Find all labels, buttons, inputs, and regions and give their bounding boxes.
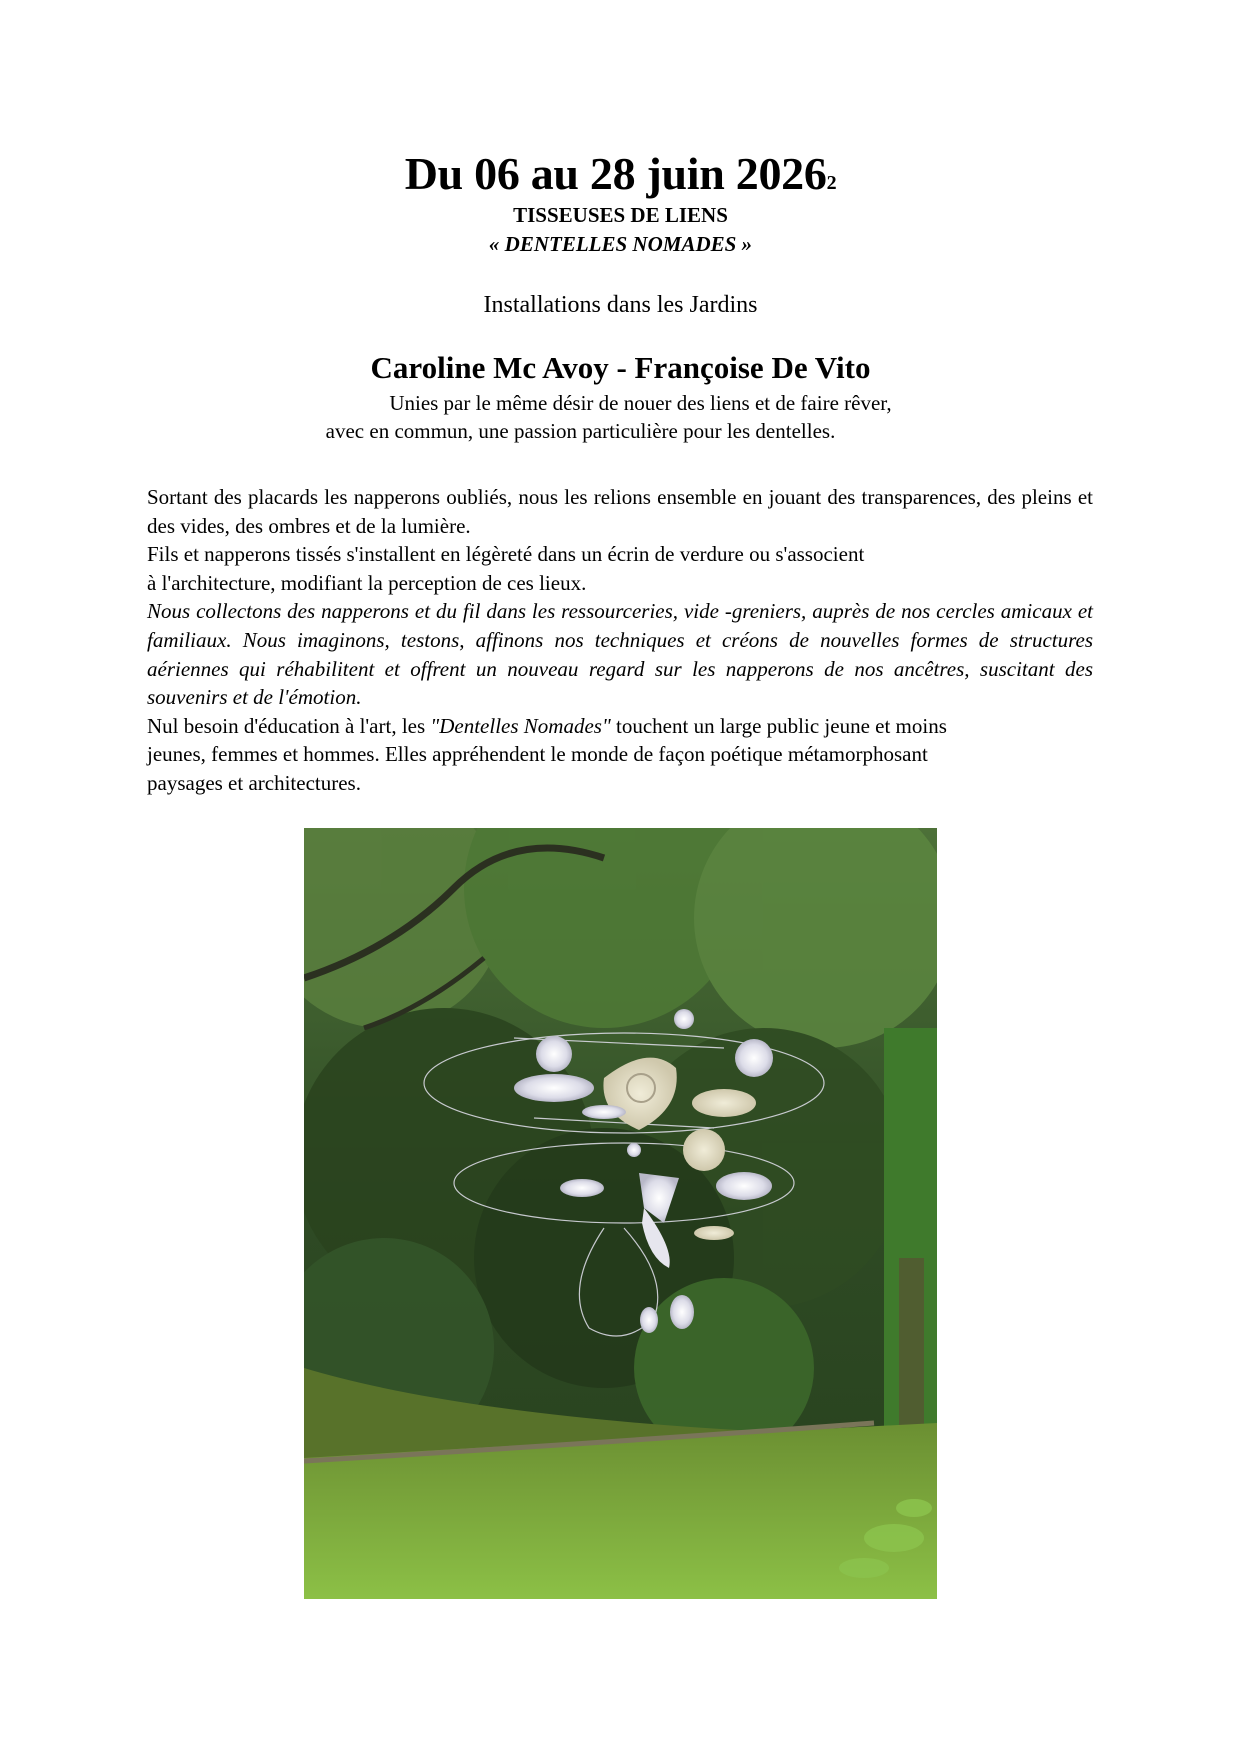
tagline-line-2: avec en commun, une passion particulière pour les dentelles.	[325, 419, 836, 443]
paragraph-3: Nous collectons des napperons et du fil dans les ressourceries, vide -greniers, auprès de nos cercles amicaux et familiaux. Nous imaginons, testons, affinons nos techniques et créons de nouvelles formes de structures aériennes qui réhabilitent et offrent un nouveau regard sur les napperons de nos ancêtres, suscitant des souvenirs et de l'émotion.	[147, 599, 1093, 710]
installations-heading: Installations dans les Jardins	[483, 292, 758, 318]
artists-heading: Caroline Mc Avoy - Françoise De Vito	[370, 350, 871, 385]
dentelles-nomades-italic: "Dentelles Nomades"	[430, 713, 611, 738]
paragraph-4-line-3: paysages et architectures.	[147, 770, 361, 795]
paragraph-1: Sortant des placards les napperons oubliés, nous les relions ensemble en jouant des transparences, des pleins et des vides, des ombres et de la lumière.	[147, 485, 1093, 538]
title-suffix: 2	[826, 172, 837, 194]
body-text	[147, 483, 1093, 798]
installation-photo	[304, 828, 937, 1599]
lace-installation-image	[304, 828, 937, 1599]
exhibition-name: « DENTELLES NOMADES »	[488, 232, 753, 256]
paragraph-4-line-2: jeunes, femmes et hommes. Elles appréhendent le monde de façon poétique métamorphosant	[147, 742, 928, 767]
paragraph-2-line-1: Fils et napperons tissés s'installent en légèreté dans un écrin de verdure ou s'associent	[147, 542, 865, 567]
paragraph-4-line-1: Nul besoin d'éducation à l'art, les "Dentelles Nomades" touchent un large public jeune et moins	[147, 713, 947, 738]
tagline-line-1: Unies par le même désir de nouer des liens et de faire rêver,	[389, 391, 892, 415]
exhibition-subtitle: TISSEUSES DE LIENS	[513, 203, 728, 227]
paragraph-2-line-2: à l'architecture, modifiant la perception de ces lieux.	[147, 570, 587, 595]
page-title: Du 06 au 28 juin 20262	[404, 148, 837, 199]
